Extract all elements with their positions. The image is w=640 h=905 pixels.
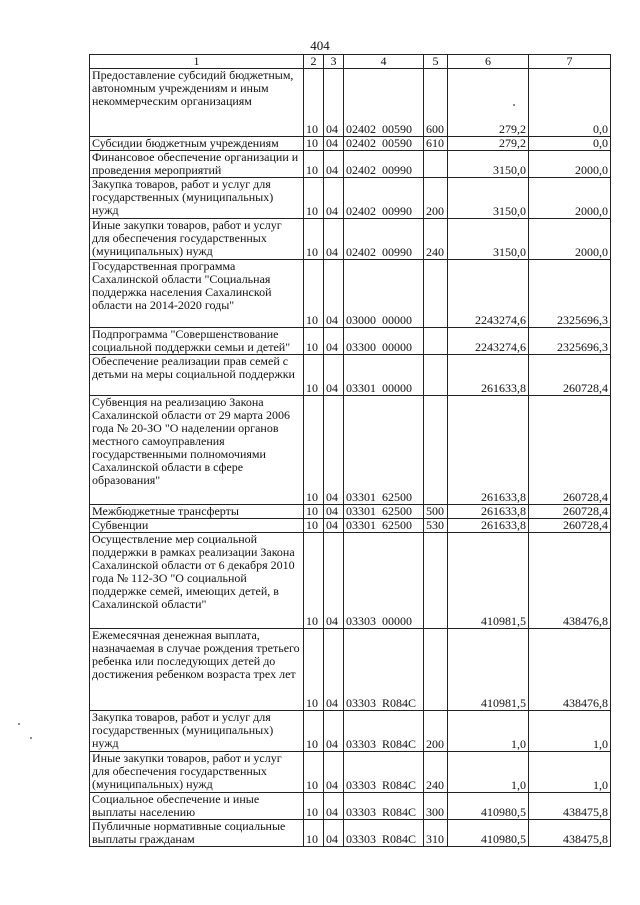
cell-vr <box>424 328 448 355</box>
scan-speck <box>30 737 32 739</box>
table-row <box>90 178 611 219</box>
cell-vr: 240 <box>424 752 448 793</box>
cell-sum1: 261633,8 <box>448 519 529 533</box>
cell-vr: 200 <box>424 178 448 219</box>
cell-csr: 03303 R084C <box>344 752 424 793</box>
cell-sum2: 438475,8 <box>529 793 611 820</box>
cell-name: Подпрограмма "Совершенствование социальной поддержки семьи и детей" <box>90 328 304 355</box>
cell-pr: 04 <box>324 151 344 178</box>
cell-sum2: 1,0 <box>529 752 611 793</box>
table-row <box>90 69 611 137</box>
cell-csr: 03303 R084C <box>344 793 424 820</box>
cell-vr: 300 <box>424 793 448 820</box>
cell-pr: 04 <box>324 355 344 396</box>
cell-rz: 10 <box>304 396 324 505</box>
cell-vr <box>424 355 448 396</box>
cell-rz: 10 <box>304 137 324 151</box>
cell-name: Межбюджетные трансферты <box>90 505 304 519</box>
cell-sum2: 260728,4 <box>529 396 611 505</box>
cell-name: Осуществление мер социальной поддержки в рамках реализации Закона Сахалинской области от 6 декабря 2010 года № 112-ЗО "О социальной поддержке семей, имеющих детей, в Сахалинской области" <box>90 533 304 629</box>
cell-pr: 04 <box>324 793 344 820</box>
cell-sum2: 0,0 <box>529 69 611 137</box>
cell-rz: 10 <box>304 260 324 328</box>
header-cell: 5 <box>424 55 448 69</box>
scan-speck <box>513 104 515 106</box>
header-cell: 1 <box>90 55 304 69</box>
table-row <box>90 328 611 355</box>
cell-name: Субвенция на реализацию Закона Сахалинской области от 29 марта 2006 года № 20-ЗО "О наделении органов местного самоуправления государственными полномочиями Сахалинской области в сфере образования" <box>90 396 304 505</box>
cell-rz: 10 <box>304 820 324 847</box>
page-number: 404 <box>310 38 330 53</box>
cell-csr: 03301 00000 <box>344 355 424 396</box>
cell-csr: 03303 R084C <box>344 629 424 711</box>
cell-sum1: 261633,8 <box>448 355 529 396</box>
cell-sum1: 410981,5 <box>448 533 529 629</box>
cell-name: Предоставление субсидий бюджетным, автономным учреждениям и иным некоммерческим организациям <box>90 69 304 137</box>
cell-sum2: 2000,0 <box>529 219 611 260</box>
table-row <box>90 533 611 629</box>
table-row <box>90 711 611 752</box>
cell-rz: 10 <box>304 711 324 752</box>
cell-sum2: 438475,8 <box>529 820 611 847</box>
cell-sum2: 2000,0 <box>529 151 611 178</box>
table-row <box>90 260 611 328</box>
cell-rz: 10 <box>304 69 324 137</box>
cell-name: Публичные нормативные социальные выплаты гражданам <box>90 820 304 847</box>
cell-csr: 02402 00590 <box>344 137 424 151</box>
header-cell: 4 <box>344 55 424 69</box>
cell-pr: 04 <box>324 178 344 219</box>
cell-sum2: 260728,4 <box>529 505 611 519</box>
cell-vr: 600 <box>424 69 448 137</box>
cell-sum2: 438476,8 <box>529 533 611 629</box>
cell-sum1: 2243274,6 <box>448 328 529 355</box>
cell-pr: 04 <box>324 752 344 793</box>
cell-pr: 04 <box>324 260 344 328</box>
cell-pr: 04 <box>324 629 344 711</box>
cell-csr: 02402 00990 <box>344 178 424 219</box>
cell-rz: 10 <box>304 151 324 178</box>
cell-name: Обеспечение реализации прав семей с детьми на меры социальной поддержки <box>90 355 304 396</box>
cell-vr: 500 <box>424 505 448 519</box>
table-row <box>90 355 611 396</box>
cell-pr: 04 <box>324 219 344 260</box>
cell-vr: 610 <box>424 137 448 151</box>
table-row <box>90 137 611 151</box>
cell-rz: 10 <box>304 533 324 629</box>
cell-pr: 04 <box>324 711 344 752</box>
header-cell: 2 <box>304 55 324 69</box>
table-row <box>90 505 611 519</box>
cell-rz: 10 <box>304 355 324 396</box>
cell-name: Субвенции <box>90 519 304 533</box>
cell-rz: 10 <box>304 178 324 219</box>
cell-sum1: 410980,5 <box>448 793 529 820</box>
cell-csr: 02402 00990 <box>344 151 424 178</box>
cell-sum1: 279,2 <box>448 69 529 137</box>
table-row <box>90 396 611 505</box>
cell-sum2: 1,0 <box>529 711 611 752</box>
table-row <box>90 793 611 820</box>
header-cell: 6 <box>448 55 529 69</box>
cell-sum2: 438476,8 <box>529 629 611 711</box>
cell-vr: 310 <box>424 820 448 847</box>
header-row <box>90 55 611 69</box>
cell-vr <box>424 260 448 328</box>
cell-sum1: 2243274,6 <box>448 260 529 328</box>
cell-sum2: 2000,0 <box>529 178 611 219</box>
cell-sum1: 3150,0 <box>448 178 529 219</box>
cell-csr: 02402 00990 <box>344 219 424 260</box>
cell-name: Закупка товаров, работ и услуг для государственных (муниципальных) нужд <box>90 178 304 219</box>
cell-name: Субсидии бюджетным учреждениям <box>90 137 304 151</box>
header-cell: 3 <box>324 55 344 69</box>
cell-vr: 240 <box>424 219 448 260</box>
scan-speck <box>18 723 20 725</box>
cell-name: Государственная программа Сахалинской области "Социальная поддержка населения Сахалинской области на 2014-2020 годы" <box>90 260 304 328</box>
cell-pr: 04 <box>324 137 344 151</box>
cell-csr: 03300 00000 <box>344 328 424 355</box>
cell-sum2: 0,0 <box>529 137 611 151</box>
cell-rz: 10 <box>304 752 324 793</box>
cell-csr: 02402 00590 <box>344 69 424 137</box>
cell-vr <box>424 629 448 711</box>
cell-csr: 03303 R084C <box>344 820 424 847</box>
cell-sum1: 1,0 <box>448 711 529 752</box>
table-row <box>90 752 611 793</box>
cell-sum2: 2325696,3 <box>529 260 611 328</box>
cell-vr <box>424 533 448 629</box>
table-row <box>90 629 611 711</box>
cell-sum1: 1,0 <box>448 752 529 793</box>
cell-rz: 10 <box>304 505 324 519</box>
cell-vr: 200 <box>424 711 448 752</box>
cell-sum1: 279,2 <box>448 137 529 151</box>
cell-csr: 03301 62500 <box>344 396 424 505</box>
cell-pr: 04 <box>324 533 344 629</box>
table-row <box>90 519 611 533</box>
cell-sum1: 410980,5 <box>448 820 529 847</box>
cell-rz: 10 <box>304 629 324 711</box>
cell-pr: 04 <box>324 396 344 505</box>
cell-name: Закупка товаров, работ и услуг для государственных (муниципальных) нужд <box>90 711 304 752</box>
cell-sum2: 260728,4 <box>529 355 611 396</box>
cell-name: Финансовое обеспечение организации и проведения мероприятий <box>90 151 304 178</box>
table-row <box>90 151 611 178</box>
cell-sum2: 2325696,3 <box>529 328 611 355</box>
cell-vr <box>424 396 448 505</box>
cell-sum1: 410981,5 <box>448 629 529 711</box>
cell-pr: 04 <box>324 69 344 137</box>
cell-vr <box>424 151 448 178</box>
table-row <box>90 219 611 260</box>
cell-pr: 04 <box>324 519 344 533</box>
cell-sum1: 3150,0 <box>448 151 529 178</box>
cell-csr: 03303 00000 <box>344 533 424 629</box>
cell-csr: 03301 62500 <box>344 505 424 519</box>
cell-csr: 03301 62500 <box>344 519 424 533</box>
cell-pr: 04 <box>324 820 344 847</box>
budget-table <box>89 54 611 847</box>
cell-sum1: 261633,8 <box>448 505 529 519</box>
cell-rz: 10 <box>304 328 324 355</box>
cell-rz: 10 <box>304 219 324 260</box>
cell-sum2: 260728,4 <box>529 519 611 533</box>
cell-name: Иные закупки товаров, работ и услуг для обеспечения государственных (муниципальных) нужд <box>90 219 304 260</box>
table-row <box>90 820 611 847</box>
cell-rz: 10 <box>304 519 324 533</box>
cell-name: Иные закупки товаров, работ и услуг для обеспечения государственных (муниципальных) нужд <box>90 752 304 793</box>
cell-name: Социальное обеспечение и иные выплаты населению <box>90 793 304 820</box>
cell-name: Ежемесячная денежная выплата, назначаемая в случае рождения третьего ребенка или последующих детей до достижения ребенком возраста трех лет <box>90 629 304 711</box>
cell-sum1: 261633,8 <box>448 396 529 505</box>
cell-rz: 10 <box>304 793 324 820</box>
cell-csr: 03303 R084C <box>344 711 424 752</box>
header-cell: 7 <box>529 55 611 69</box>
cell-sum1: 3150,0 <box>448 219 529 260</box>
cell-pr: 04 <box>324 328 344 355</box>
cell-csr: 03000 00000 <box>344 260 424 328</box>
cell-vr: 530 <box>424 519 448 533</box>
cell-pr: 04 <box>324 505 344 519</box>
